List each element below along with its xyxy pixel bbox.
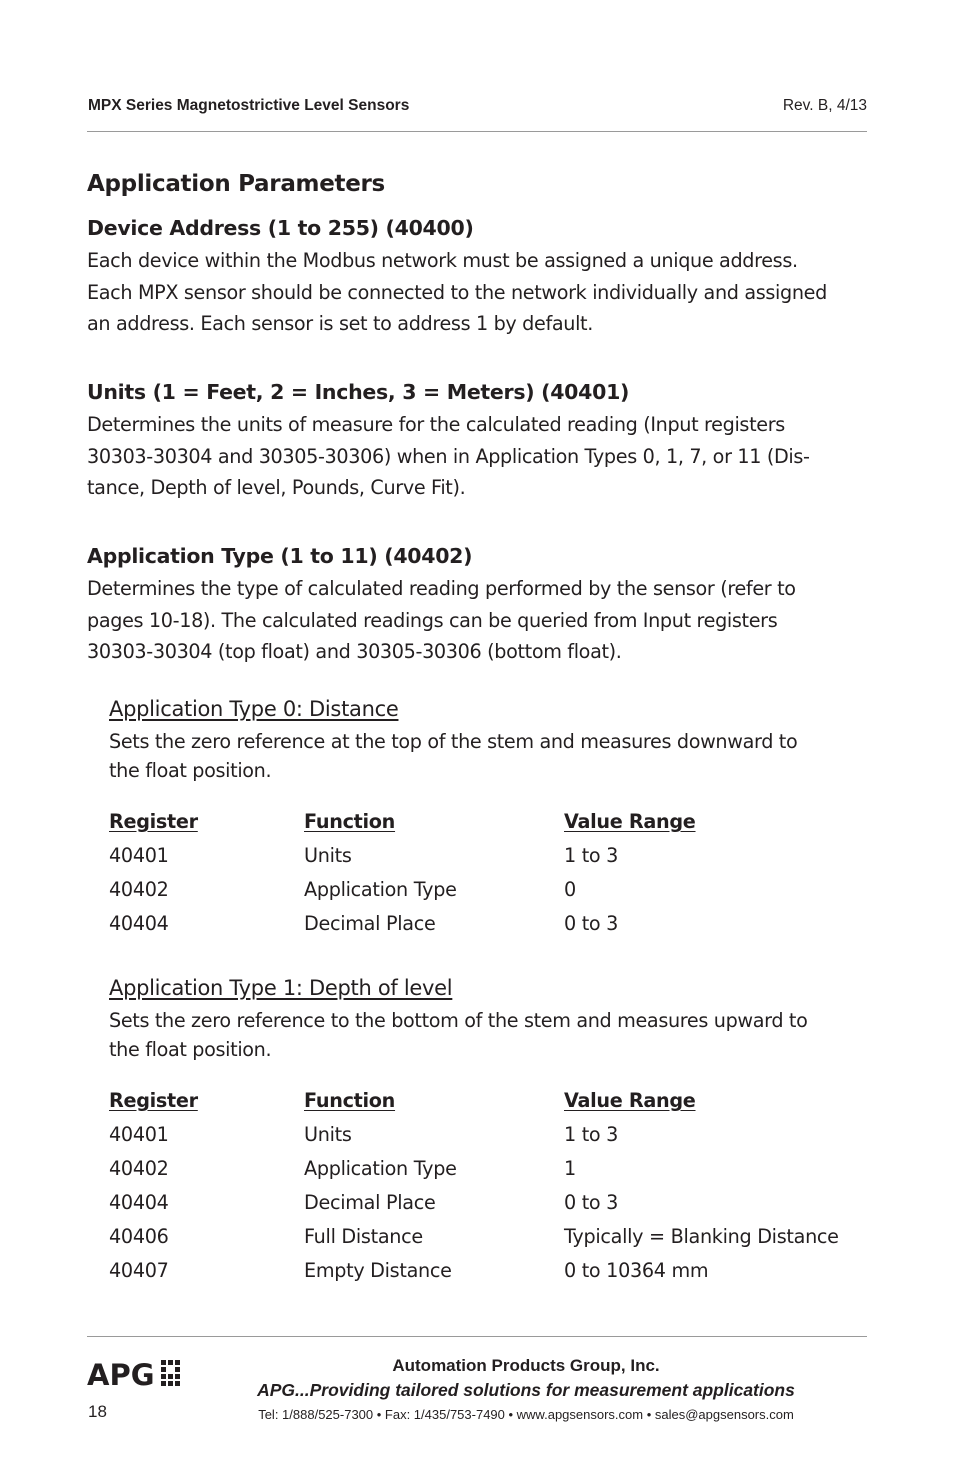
text-line: Each device within the Modbus network must be assigned a unique address. [87,249,798,272]
function-cell: Empty Distance [304,1259,452,1282]
device-address-text [87,245,877,340]
text-line: the float position. [109,1038,272,1061]
text-line: Sets the zero reference at the top of the stem and measures downward to [109,730,798,753]
type0-description [109,727,797,785]
units-text [87,409,877,504]
column-header-value-range: Value Range [564,810,696,833]
function-cell: Units [304,844,352,867]
header-divider [87,131,867,132]
svg-text:APG: APG [87,1358,155,1390]
application-type-heading: Application Type (1 to 11) (40402) [87,544,473,568]
function-cell: Application Type [304,878,457,901]
footer-divider [87,1336,867,1337]
register-cell: 40404 [109,912,169,935]
page-number: 18 [88,1402,107,1421]
text-line: 30303-30304 and 30305-30306) when in Application Types 0, 1, 7, or 11 (Dis- [87,444,810,468]
type1-description [109,1006,808,1064]
value-range-cell: 0 [564,878,576,901]
column-header-register: Register [109,1089,198,1112]
value-range-cell: 1 to 3 [564,844,619,867]
column-header-register: Register [109,810,198,833]
text-line: Each MPX sensor should be connected to the network individually and assigned [87,280,827,304]
text-line: 30303-30304 (top float) and 30305-30306 (bottom float). [87,640,622,663]
text-line: the float position. [109,759,272,782]
value-range-cell: 1 [564,1157,576,1180]
device-address-heading: Device Address (1 to 255) (40400) [87,216,474,240]
company-name: Automation Products Group, Inc. [392,1356,660,1375]
register-cell: 40404 [109,1191,169,1214]
apg-logo [87,1356,185,1395]
apg-logo-icon [87,1356,185,1390]
value-range-cell: 0 to 3 [564,912,619,935]
running-header-title: MPX Series Magnetostrictive Level Sensors [88,97,410,114]
text-line: Sets the zero reference to the bottom of the stem and measures upward to [109,1009,808,1032]
register-cell: 40401 [109,1123,169,1146]
register-cell: 40407 [109,1259,169,1282]
column-header-function: Function [304,1089,396,1112]
register-cell: 40402 [109,878,169,901]
value-range-cell: 1 to 3 [564,1123,619,1146]
text-line: an address. Each sensor is set to address 1 by default. [87,312,593,335]
column-header-value-range: Value Range [564,1089,696,1112]
revision-label: Rev. B, 4/13 [782,97,867,114]
text-line: pages 10-18). The calculated readings can be queried from Input registers [87,608,778,632]
value-range-cell: Typically = Blanking Distance [564,1225,839,1248]
register-cell: 40406 [109,1225,169,1248]
register-cell: 40401 [109,844,169,867]
text-line: Determines the units of measure for the calculated reading (Input registers [87,413,785,436]
contact-info: Tel: 1/888/525-7300 • Fax: 1/435/753-7490 • www.apgsensors.com • sales@apgsensors.com [258,1407,794,1422]
value-range-cell: 0 to 3 [564,1191,619,1214]
application-type-text [87,573,877,668]
type1-heading: Application Type 1: Depth of level [109,976,453,1000]
section-title: Application Parameters [87,171,385,197]
value-range-cell: 0 to 10364 mm [564,1259,709,1282]
function-cell: Full Distance [304,1225,423,1248]
text-line: Determines the type of calculated reading performed by the sensor (refer to [87,577,796,600]
column-header-function: Function [304,810,396,833]
register-cell: 40402 [109,1157,169,1180]
units-heading: Units (1 = Feet, 2 = Inches, 3 = Meters) (40401) [87,380,630,404]
function-cell: Units [304,1123,352,1146]
function-cell: Decimal Place [304,912,436,935]
text-line: tance, Depth of level, Pounds, Curve Fit). [87,476,466,499]
function-cell: Decimal Place [304,1191,436,1214]
type0-heading: Application Type 0: Distance [109,697,399,721]
company-tagline: APG...Providing tailored solutions for measurement applications [257,1380,795,1400]
function-cell: Application Type [304,1157,457,1180]
